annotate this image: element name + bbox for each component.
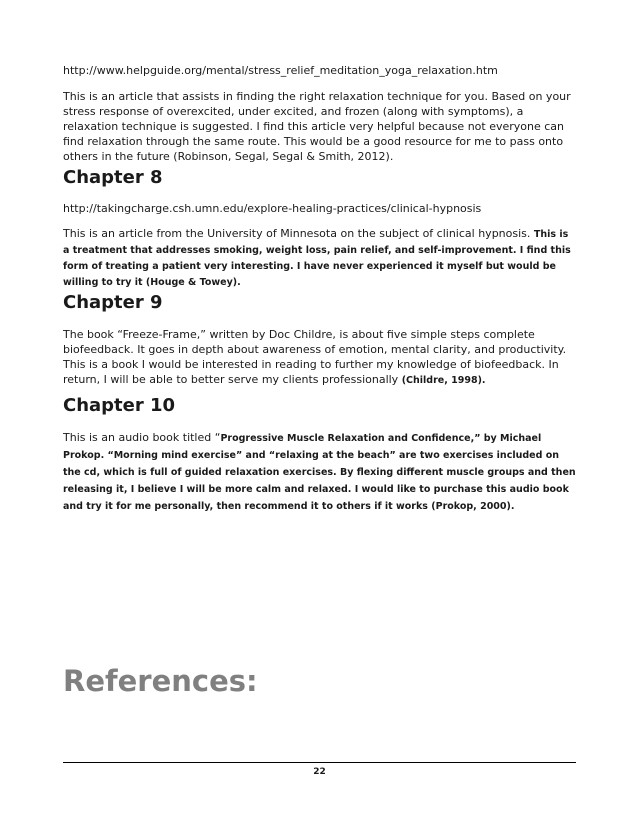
chapter-8-paragraph-text: This is an article from the University of Minnesota on the subject of clinical hypnosis. bbox=[63, 227, 534, 240]
chapter-8-heading: Chapter 8 bbox=[63, 167, 163, 188]
chapter-8-paragraph bbox=[63, 226, 576, 290]
page-number: 22 bbox=[313, 767, 326, 777]
chapter-10-paragraph-bold: Progressive Muscle Relaxation and Confidence,” by Michael Prokop. “Morning mind exercise” and “relaxing at the beach” are two exercises included on the cd, which is full of guided relaxation exercises. By flexing different muscle groups and then releasing it, I believe I will be more calm and relaxed. I would like to purchase this audio book and try it for me personally, then recommend it to others if it works (Prokop, 2000). bbox=[63, 433, 576, 512]
chapter-10-paragraph-text: This is an audio book titled “ bbox=[63, 431, 221, 444]
document-page bbox=[63, 0, 576, 826]
chapter-9-paragraph bbox=[63, 327, 576, 388]
chapter-9-paragraph-text: The book “Freeze-Frame,” written by Doc Childre, is about five simple steps complete biofeedback. It goes in depth about awareness of emotion, mental clarity, and productivity. This is a book I would be interested in reading to further my knowledge of biofeedback. In return, I will be able to better serve my clients professionally bbox=[63, 328, 567, 386]
chapter-8-paragraph-bold: This is a treatment that addresses smoking, weight loss, pain relief, and self-improvement. I find this form of treating a patient very interesting. I have never experienced it myself but would be willing to try it (Houge & Towey). bbox=[63, 229, 571, 288]
chapter-9-heading: Chapter 9 bbox=[63, 292, 163, 313]
chapter-8-url: http://takingcharge.csh.umn.edu/explore-healing-practices/clinical-hypnosis bbox=[63, 202, 482, 215]
section-1-url: http://www.helpguide.org/mental/stress_relief_meditation_yoga_relaxation.htm bbox=[63, 64, 498, 77]
footer-divider bbox=[63, 762, 576, 763]
chapter-10-paragraph bbox=[63, 430, 576, 515]
references-heading: References: bbox=[63, 664, 258, 698]
section-1-paragraph bbox=[63, 89, 576, 164]
chapter-10-heading: Chapter 10 bbox=[63, 395, 176, 416]
section-1-paragraph-text: This is an article that assists in finding the right relaxation technique for you. Based on your stress response of overexcited, under excited, and frozen (along with symptoms), a relaxation technique is suggested. I find this article very helpful because not everyone can find relaxation through the same route. This would be a good resource for me to pass onto others in the future (Robinson, Segal, Segal & Smith, 2012). bbox=[63, 90, 571, 163]
chapter-9-citation: (Childre, 1998). bbox=[401, 375, 486, 386]
